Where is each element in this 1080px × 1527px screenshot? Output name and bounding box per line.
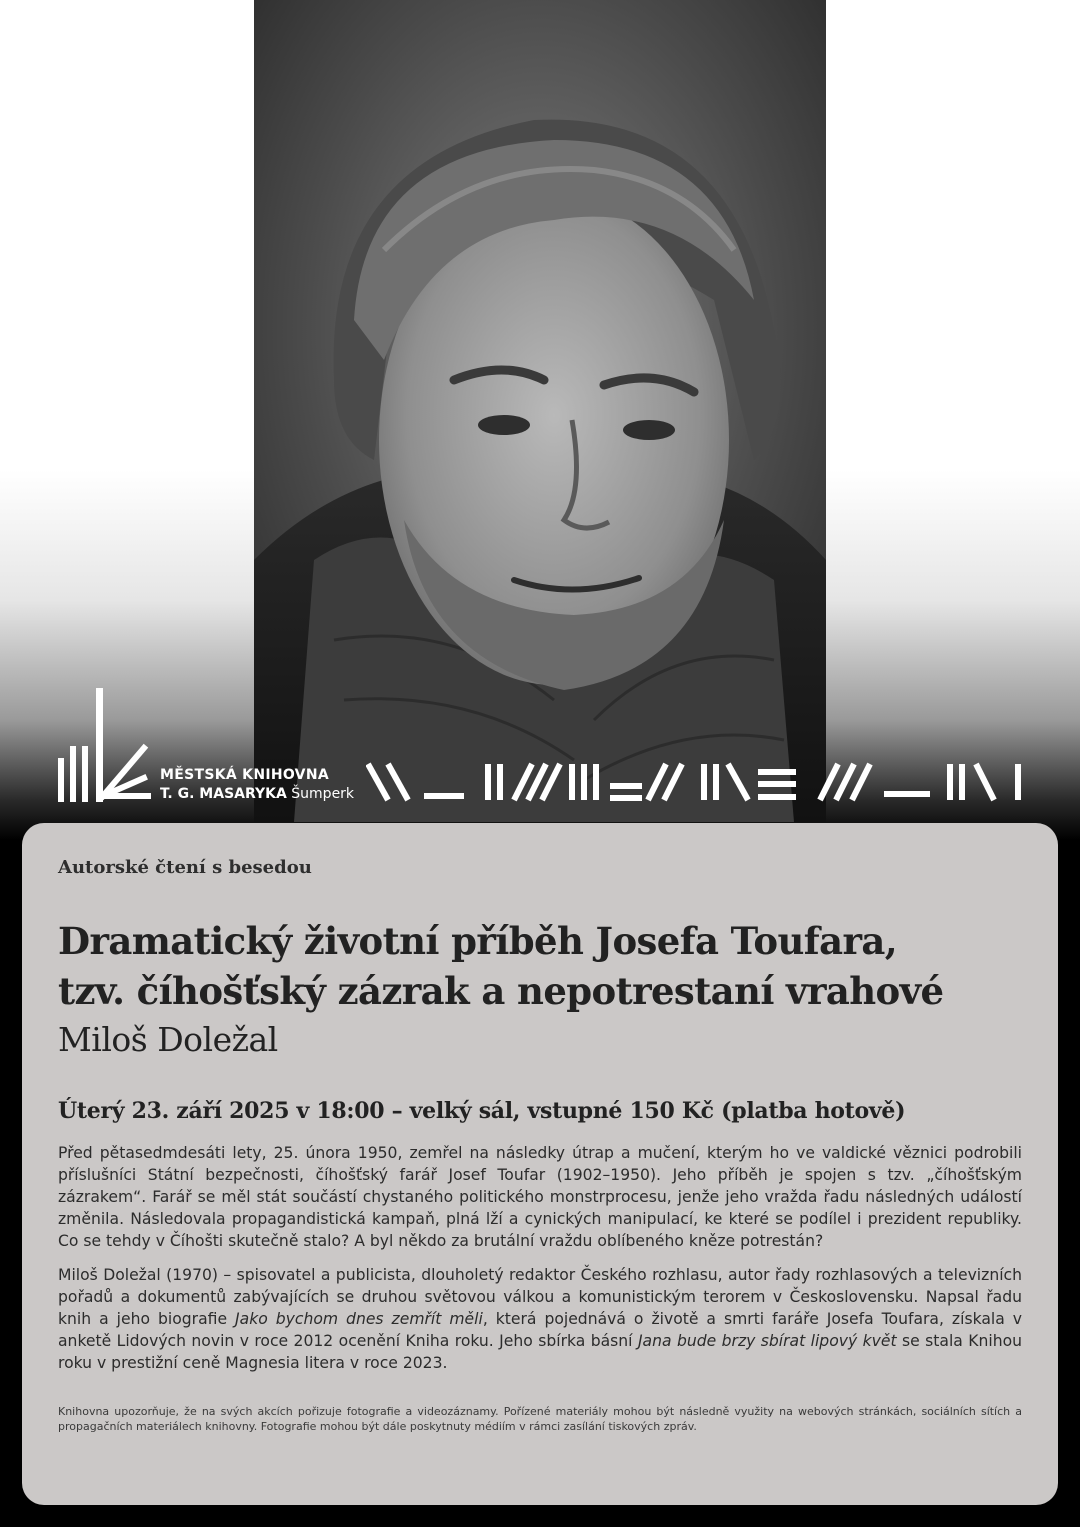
library-logo-mark-icon <box>56 686 152 804</box>
event-date-venue-price: Úterý 23. září 2025 v 18:00 – velký sál, vstupné 150 Kč (platba hotově) <box>58 1098 906 1124</box>
event-author: Miloš Doležal <box>58 1020 278 1059</box>
event-description-paragraph: Před pětasedmdesáti lety, 25. února 1950, zemřel na následky útrap a mučení, kterým ho ve valdické věznici podrobili příslušníci Státní bezpečnosti, číhošťský farář Josef Toufar (1902–1950). Jeho příběh je spojen s tzv. „číhošťským zázrakem“. Farář se měl stát součástí chystaného politického monstrprocesu, jenže jeho vražda řadu následných událostí změnila. Následovala propagandistická kampaň, plná lží a cynických manipulací, ke které se podílel i prezident republiky. Co se tehdy v Číhošti skutečně stalo? A byl někdo za brutální vraždu oblíbeného kněze potrestán? <box>58 1144 1022 1250</box>
event-title <box>58 916 1022 1016</box>
library-name-masaryk: T. G. MASARYKA <box>160 786 287 802</box>
book-title-2: Jana bude brzy sbírat lipový květ <box>637 1332 897 1350</box>
event-kicker: Autorské čtení s besedou <box>58 857 312 878</box>
author-bio-text-a: Miloš Doležal (1970) – spisovatel a publicista, dlouholetý redaktor Českého rozhlasu, autor řady rozhlasových a televizních pořadů a dokumentů zabývajících se druhou světovou válkou a komunistickým terorem v Československu. Napsal řadu knih a jeho biografie <box>58 1266 1022 1328</box>
author-bio-text-c: se stala Knihou roku v prestižní ceně Magnesia litera v roce 2023. <box>58 1332 1022 1372</box>
event-title-line2: tzv. číhošťský zázrak a nepotrestaní vrahové <box>58 969 944 1013</box>
photo-consent-note: Knihovna upozorňuje, že na svých akcích pořizuje fotografie a videozáznamy. Pořízené materiály mohou být následně využity na webových stránkách, sociálních sítích a propagačních materiálech knihovny. Fotografie mohou být dále poskytnuty médiím v rámci zasílání tiskových zpráv. <box>58 1405 1022 1433</box>
books-pattern-decoration <box>366 760 1026 804</box>
event-info-card <box>22 823 1058 1505</box>
library-city: Šumperk <box>291 786 355 802</box>
event-title-line1: Dramatický životní příběh Josefa Toufara, <box>58 919 897 963</box>
library-name-line1: MĚSTSKÁ KNIHOVNA <box>160 767 329 783</box>
library-name-line2 <box>160 785 354 804</box>
library-logo <box>56 686 356 806</box>
library-name <box>160 766 354 804</box>
author-bio-text-b: , která pojednává o životě a smrti faráře Josefa Toufara, získala v anketě Lidových novin v roce 2012 ocenění Kniha roku. Jeho sbírka básní <box>58 1310 1022 1350</box>
author-bio-paragraph <box>58 1264 1022 1374</box>
book-title-1: Jako bychom dnes zemřít měli <box>235 1310 483 1328</box>
